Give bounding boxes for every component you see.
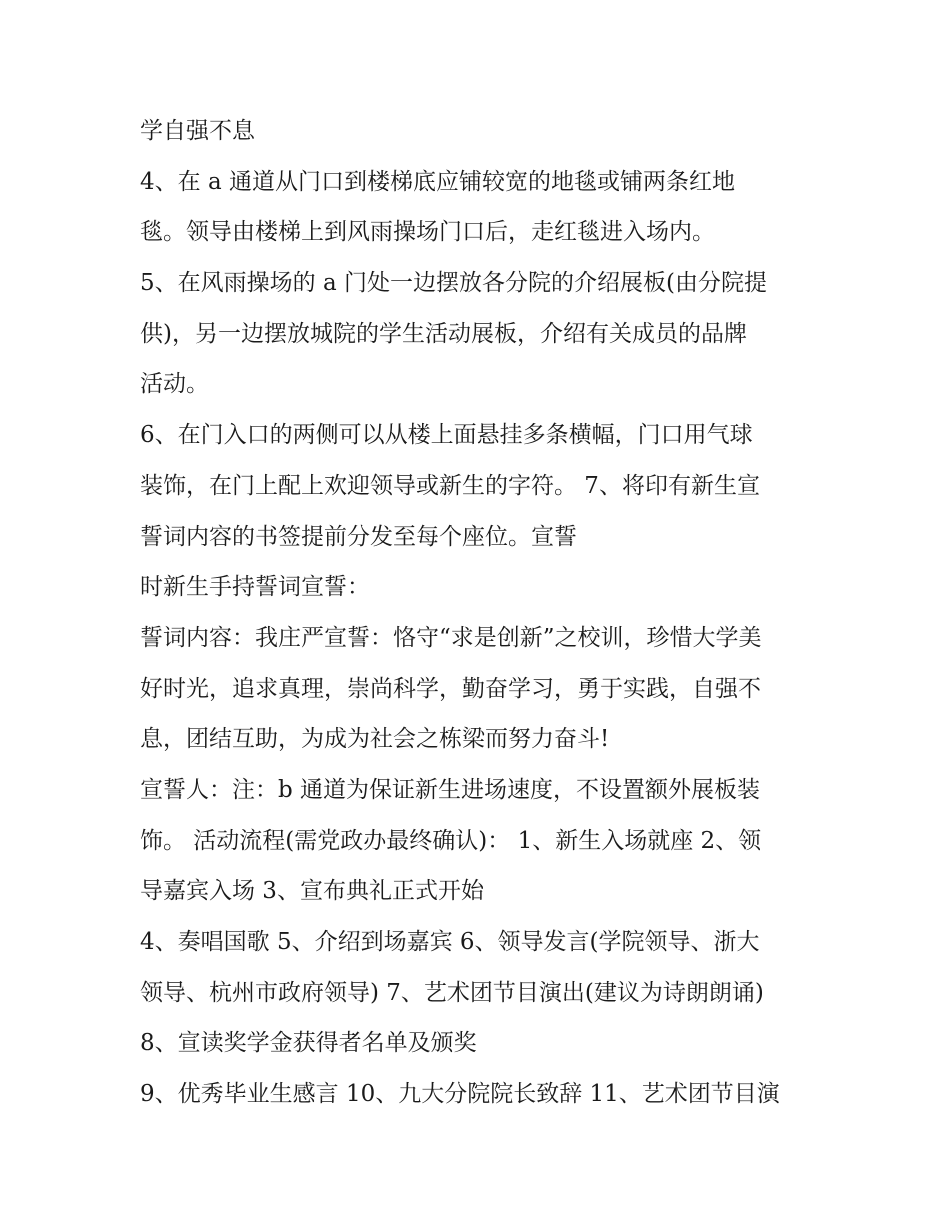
text-line-12: 好时光，追求真理，崇尚科学，勤奋学习，勇于实践，自强不 xyxy=(140,675,761,702)
text-line-3: 毯。领导由楼梯上到风雨操场门口后，走红毯进入场内。 xyxy=(140,219,715,246)
text-line-7: 6、在门入口的两侧可以从楼上面悬挂多条横幅，门口用气球 xyxy=(140,422,753,449)
document-body xyxy=(140,106,820,1120)
text-line-8: 装饰，在门上配上欢迎领导或新生的字符。 7、将印有新生宣 xyxy=(140,472,760,499)
text-line-10: 时新生手持誓词宣誓： xyxy=(140,574,370,601)
text-line-17: 4、奏唱国歌 5、介绍到场嘉宾 6、领导发言(学院领导、浙大 xyxy=(140,929,760,955)
text-line-2: 4、在 a 通道从门口到楼梯底应铺较宽的地毯或铺两条红地 xyxy=(140,168,735,195)
text-line-16: 导嘉宾入场 3、宣布典礼正式开始 xyxy=(140,878,484,905)
text-line-20: 9、优秀毕业生感言 10、九大分院院长致辞 11、艺术团节目演 xyxy=(140,1081,780,1108)
text-line-6: 活动。 xyxy=(140,371,209,398)
text-line-13: 息，团结互助，为成为社会之栋梁而努力奋斗! xyxy=(140,726,610,753)
text-line-1: 学自强不息 xyxy=(140,118,255,144)
text-line-11: 誓词内容：我庄严宣誓：恪守“求是创新”之校训，珍惜大学美 xyxy=(140,624,762,651)
text-line-14: 宣誓人：注：b 通道为保证新生进场速度，不设置额外展板装 xyxy=(140,776,761,803)
text-line-15: 饰。 活动流程(需党政办最终确认)： 1、新生入场就座 2、领 xyxy=(140,827,762,854)
text-line-18: 领导、杭州市政府领导) 7、艺术团节目演出(建议为诗朗朗诵) xyxy=(140,979,764,1006)
text-line-9: 誓词内容的书签提前分发至每个座位。宣誓 xyxy=(140,523,577,550)
text-line-4: 5、在风雨操场的 a 门处一边摆放各分院的介绍展板(由分院提 xyxy=(140,270,767,297)
text-line-19: 8、宣读奖学金获得者名单及颁奖 xyxy=(140,1030,477,1057)
text-line-5: 供)，另一边摆放城院的学生活动展板，介绍有关成员的品牌 xyxy=(140,320,747,347)
